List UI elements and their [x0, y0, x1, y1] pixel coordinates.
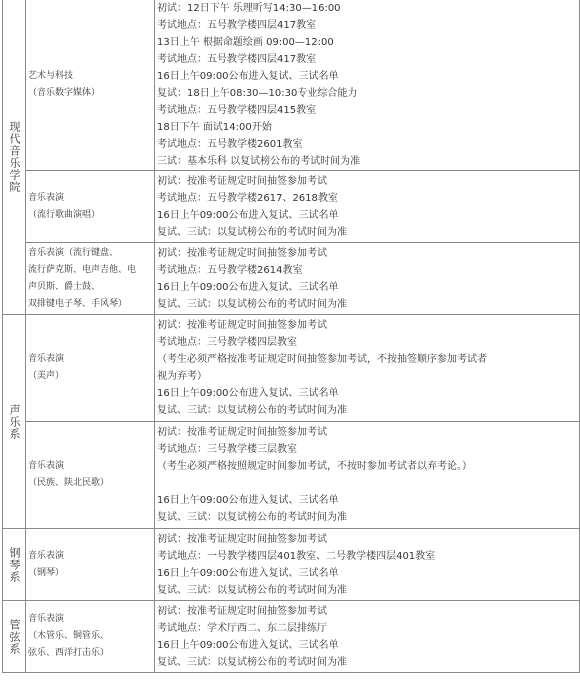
- schedule-line: 考试地点：一号教学楼四层401教室、二号教学楼四层401教室: [157, 550, 436, 562]
- department-cell: 现代音乐学院: [3, 0, 26, 315]
- table-row: [3, 529, 580, 601]
- major-line: 流行萨克斯、电声吉他、电: [28, 264, 137, 275]
- table-row: [3, 422, 580, 529]
- major-line: 艺术与科技: [28, 71, 74, 81]
- schedule-cell: [155, 529, 580, 601]
- schedule-line: 复试：18日上午08:30—10:30专业综合能力: [157, 88, 358, 99]
- schedule-cell: [155, 601, 580, 673]
- schedule-line: 考试地点：五号教学楼四层417教室: [157, 20, 317, 31]
- department-cell: 管弦系: [3, 601, 26, 673]
- major-line: （美声）: [28, 371, 65, 381]
- schedule-line: 18日下午 面试14:00开始: [157, 122, 272, 133]
- major-line: （流行歌曲演唱）: [28, 209, 101, 220]
- major-line: （民族、陕北民歌）: [28, 478, 110, 488]
- major-cell: [26, 529, 155, 601]
- schedule-line: 初试：按准考证规定时间抽签参加考试: [157, 247, 327, 259]
- schedule-cell: [155, 422, 580, 529]
- schedule-cell: [155, 315, 580, 422]
- department-cell: 钢琴系: [3, 529, 26, 601]
- table-row: [3, 601, 580, 673]
- major-cell: [26, 422, 155, 529]
- major-line: 音乐表演: [28, 354, 65, 364]
- schedule-line: 初试：按准考证规定时间抽签参加考试: [157, 605, 327, 617]
- schedule-line: 16日上午09:00公布进入复试、三试名单: [157, 567, 339, 579]
- major-line: 音乐表演: [28, 192, 65, 203]
- table-row: [3, 0, 580, 171]
- table-row: [3, 171, 580, 243]
- schedule-line: 考试地点：五号教学楼四层415教室: [157, 105, 317, 116]
- schedule-line: 初试：按准考证规定时间抽签参加考试: [157, 533, 327, 545]
- schedule-line: 初试：按准考证规定时间抽签参加考试: [157, 320, 327, 331]
- schedule-line: 考试地点：五号教学楼四层417教室: [157, 54, 317, 65]
- schedule-line: 16日上午09:00公布进入复试、三试名单: [157, 388, 339, 399]
- schedule-cell: [155, 243, 580, 315]
- schedule-line: 复试、三试：以复试榜公布的考试时间为准: [157, 584, 347, 596]
- schedule-line: 视为弃考）: [157, 371, 207, 382]
- major-cell: [26, 0, 155, 171]
- major-line: 双排键电子琴、手风琴）: [28, 298, 128, 309]
- schedule-line: 复试、三试：以复试榜公布的考试时间为准: [157, 226, 347, 238]
- major-cell: [26, 601, 155, 673]
- major-line: （木管乐、铜管乐、: [28, 631, 110, 641]
- major-line: （钢琴）: [28, 567, 65, 578]
- schedule-line: 16日上午09:00公布进入复试、三试名单: [157, 71, 339, 82]
- schedule-line: 考试地点：学术厅西二、东二层排练厅: [157, 622, 327, 634]
- schedule-line: 16日上午09:00公布进入复试、三试名单: [157, 639, 339, 651]
- table-row: [3, 243, 580, 315]
- schedule-line: 考试地点：三号教学楼四层教室: [157, 337, 297, 348]
- department-cell: 声乐系: [3, 315, 26, 529]
- major-line: 音乐表演（流行键盘、: [28, 247, 119, 258]
- major-line: 声贝斯、爵士鼓、: [28, 281, 101, 292]
- schedule-line: 初试：按准考证规定时间抽签参加考试: [157, 427, 327, 438]
- table-row: [3, 315, 580, 422]
- schedule-line: 考试地点：三号教学楼三层教室: [157, 444, 297, 455]
- schedule-line: （考生必须严格按准考证规定时间抽签参加考试，不按抽签顺序参加考试者: [157, 354, 487, 365]
- schedule-line: 考试地点：五号教学楼2617、2618教室: [157, 192, 338, 204]
- major-line: 音乐表演: [28, 461, 65, 471]
- schedule-line: 初试：12日下午 乐理听写14:30—16:00: [157, 3, 341, 14]
- schedule-line: 初试：按准考证规定时间抽签参加考试: [157, 175, 327, 187]
- schedule-line: 复试、三试：以复试榜公布的考试时间为准: [157, 405, 347, 416]
- schedule-blank-line: [157, 475, 579, 492]
- schedule-line: 三试：基本乐科 以复试榜公布的考试时间为准: [157, 156, 361, 167]
- schedule-line: （考生必须严格按照规定时间参加考试，不按时参加考试者以弃考论。）: [157, 461, 472, 472]
- schedule-line: 16日上午09:00公布进入复试、三试名单: [157, 495, 339, 506]
- schedule-line: 16日上午09:00公布进入复试、三试名单: [157, 209, 339, 221]
- schedule-line: 复试、三试：以复试榜公布的考试时间为准: [157, 656, 347, 668]
- schedule-line: 复试、三试：以复试榜公布的考试时间为准: [157, 298, 347, 310]
- schedule-cell: [155, 0, 580, 171]
- major-line: 弦乐、西洋打击乐）: [28, 648, 110, 658]
- major-cell: [26, 243, 155, 315]
- major-cell: [26, 315, 155, 422]
- major-line: 音乐表演: [28, 614, 65, 624]
- schedule-line: 16日上午09:00公布进入复试、三试名单: [157, 281, 339, 293]
- major-line: 音乐表演: [28, 550, 65, 561]
- schedule-line: 考试地点：五号教学楼2601教室: [157, 139, 303, 150]
- exam-schedule-table: [2, 0, 580, 673]
- schedule-cell: [155, 171, 580, 243]
- schedule-line: 复试、三试：以复试榜公布的考试时间为准: [157, 512, 347, 523]
- schedule-line: 13日上午 根据命题绘画 09:00—12:00: [157, 37, 334, 48]
- major-cell: [26, 171, 155, 243]
- major-line: （音乐数字媒体）: [28, 88, 101, 98]
- schedule-line: 考试地点：五号教学楼2614教室: [157, 264, 303, 276]
